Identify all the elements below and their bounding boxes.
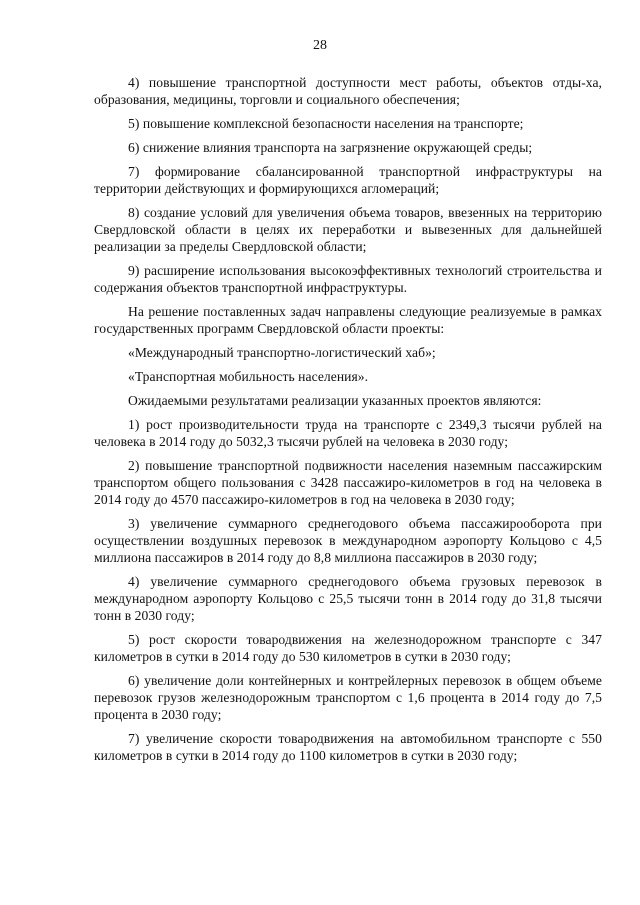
document-body [94,74,602,771]
paragraph-result-4: 4) увеличение суммарного среднегодового объема грузовых перевозок в международном аэропорту Кольцово с 25,5 тысячи тонн в 2014 году до 31,8 тысячи тонн в 2030 году; [94,574,602,623]
paragraph-result-5: 5) рост скорости товародвижения на железнодорожном транспорте с 347 километров в сутки в 2014 году до 530 километров в сутки в 2030 году; [94,632,602,664]
paragraph-task-9: 9) расширение использования высокоэффективных технологий строительства и содержания объектов транспортной инфраструктуры. [94,263,602,295]
paragraph-task-8: 8) создание условий для увеличения объема товаров, ввезенных на территорию Свердловской области в целях их переработки и вывезенных для дальнейшей реализации за пределы Свердловской области; [94,205,602,254]
page-number: 28 [313,38,327,53]
paragraph-result-3: 3) увеличение суммарного среднегодового объема пассажирооборота при осуществлении воздушных перевозок в международном аэропорту Кольцово с 4,5 миллиона пассажиров в 2014 году до 8,8 миллиона пассажиров в 2030 году; [94,516,602,565]
paragraph-project-mobility: «Транспортная мобильность населения». [128,369,369,384]
paragraph-result-1: 1) рост производительности труда на транспорте с 2349,3 тысячи рублей на человека в 2014 году до 5032,3 тысячи рублей на человека в 2030 году; [94,417,602,449]
paragraph-result-2: 2) повышение транспортной подвижности населения наземным пассажирским транспортом общего пользования с 3428 пассажиро-километров в год на человека в 2014 году до 4570 пассажиро-километров в год на человека в 2030 году; [94,458,602,507]
paragraph-task-4: 4) повышение транспортной доступности мест работы, объектов отды-ха, образования, медицины, торговли и социального обеспечения; [94,75,602,107]
paragraph-result-6: 6) увеличение доли контейнерных и контрейлерных перевозок в общем объеме перевозок грузов железнодорожным транспортом с 1,6 процента в 2014 году до 7,5 процента в 2030 году; [94,673,602,722]
paragraph-task-7: 7) формирование сбалансированной транспортной инфраструктуры на территории действующих и формирующихся агломераций; [94,164,602,196]
paragraph-results-intro: Ожидаемыми результатами реализации указанных проектов являются: [128,393,542,408]
paragraph-project-hub: «Международный транспортно-логистический хаб»; [128,345,436,360]
paragraph-task-5: 5) повышение комплексной безопасности населения на транспорте; [128,116,524,131]
paragraph-task-6: 6) снижение влияния транспорта на загрязнение окружающей среды; [128,140,533,155]
paragraph-result-7: 7) увеличение скорости товародвижения на автомобильном транспорте с 550 километров в сутки в 2014 году до 1100 километров в сутки в 2030 году; [94,731,602,763]
paragraph-projects-intro: На решение поставленных задач направлены следующие реализуемые в рамках государственных программ Свердловской области проекты: [94,304,602,336]
